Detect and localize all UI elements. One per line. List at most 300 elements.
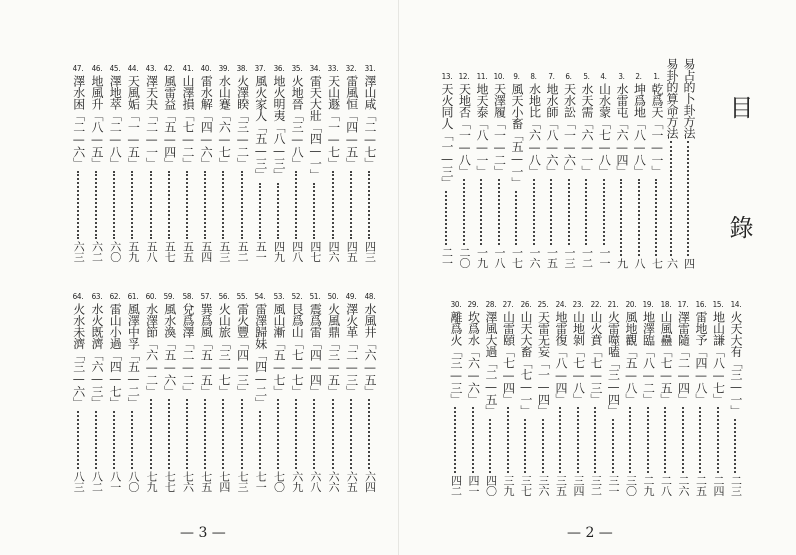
entry-number: 28. bbox=[485, 300, 496, 309]
entry-number: 32. bbox=[345, 64, 357, 73]
entry-title: 震爲雷「四—四」 bbox=[308, 303, 323, 397]
entry-title: 地天泰「八—一」 bbox=[475, 83, 489, 177]
toc-entry bbox=[615, 72, 628, 268]
toc-entry bbox=[308, 64, 321, 262]
toc-entry bbox=[126, 292, 139, 492]
dot-leader bbox=[113, 411, 116, 470]
toc-entry bbox=[199, 64, 212, 262]
entry-number: 43. bbox=[145, 64, 157, 73]
entry-number: 5. bbox=[583, 72, 590, 81]
entry-title: 雷風恒「四—五」 bbox=[344, 75, 359, 169]
entry-title: 水風井「六—五」 bbox=[363, 303, 377, 397]
entry-page: 三九 bbox=[502, 475, 515, 496]
entry-number: 13. bbox=[441, 72, 452, 81]
entry-page: 一七 bbox=[510, 247, 524, 268]
dot-leader bbox=[241, 399, 244, 469]
toc-entry bbox=[580, 72, 593, 268]
entry-page: 二五 bbox=[694, 475, 708, 496]
entry-number: 2. bbox=[635, 72, 643, 81]
entry-number: 3. bbox=[618, 72, 625, 81]
entry-number: 19. bbox=[642, 300, 654, 309]
entry-number: 7. bbox=[548, 72, 555, 81]
toc-entry bbox=[181, 64, 194, 262]
entry-title: 風雷益「五—四」 bbox=[162, 75, 177, 169]
entry-page: 五八 bbox=[145, 241, 159, 262]
entry-page: 二〇 bbox=[458, 247, 471, 268]
entry-page: 一一 bbox=[598, 247, 611, 268]
dot-leader bbox=[647, 407, 650, 473]
page-number-right: — 2 — bbox=[567, 525, 613, 541]
entry-title: 天水訟「一—六」 bbox=[562, 83, 577, 177]
dot-leader bbox=[515, 191, 518, 246]
dot-leader bbox=[603, 179, 606, 245]
entry-page: 四九 bbox=[272, 241, 286, 262]
entry-title: 地雷復「八—四」 bbox=[554, 311, 568, 405]
entry-number: 56. bbox=[218, 292, 230, 301]
dot-leader bbox=[734, 419, 737, 474]
entry-number: 26. bbox=[520, 300, 531, 309]
entry-number: 57. bbox=[200, 292, 212, 301]
entry-number: 42. bbox=[163, 64, 175, 73]
entry-title: 澤雷隨「二—四」 bbox=[676, 311, 691, 405]
toc-entry bbox=[254, 292, 267, 492]
entry-title: 水地比「六—八」 bbox=[527, 83, 542, 177]
entry-page: 六五 bbox=[345, 471, 359, 492]
entry-page: 三二 bbox=[589, 475, 603, 496]
toc-entry bbox=[624, 300, 637, 496]
dot-leader bbox=[577, 407, 580, 473]
entry-page: 八〇 bbox=[126, 471, 140, 492]
dot-leader bbox=[670, 141, 673, 256]
entry-number: 34. bbox=[309, 64, 321, 73]
toc-entry bbox=[677, 300, 690, 496]
toc-entry bbox=[345, 292, 358, 492]
entry-title: 火山旅「三—七」 bbox=[217, 303, 232, 397]
dot-leader bbox=[664, 407, 667, 473]
dot-leader bbox=[113, 171, 116, 239]
dot-leader bbox=[533, 179, 536, 245]
toc-entry bbox=[633, 72, 646, 268]
toc-entry bbox=[563, 72, 576, 268]
entry-title: 雷天大壯「四—一」 bbox=[308, 75, 323, 181]
toc-entry bbox=[363, 64, 376, 262]
entry-title: 山地剝「七—八」 bbox=[571, 311, 586, 405]
toc-entry bbox=[528, 72, 541, 268]
toc-entry bbox=[217, 64, 230, 262]
entry-title: 兌爲澤「二—二」 bbox=[181, 303, 195, 397]
entry-page: 一九 bbox=[475, 247, 489, 268]
toc-entry bbox=[145, 64, 158, 262]
entry-title: 坤爲地「八—八」 bbox=[632, 83, 647, 177]
toc-entry bbox=[272, 292, 285, 492]
entry-number: 49. bbox=[345, 292, 357, 301]
entry-title: 風澤中孚「五—二」 bbox=[126, 303, 141, 409]
toc-entry bbox=[510, 72, 523, 268]
entry-page: 二六 bbox=[677, 475, 690, 496]
toc-entry bbox=[181, 292, 194, 492]
toc-entry bbox=[475, 72, 488, 268]
toc-entry bbox=[607, 300, 620, 496]
entry-number: 58. bbox=[182, 292, 193, 301]
entry-number: 54. bbox=[254, 292, 266, 301]
entry-title: 天澤履「一—二」 bbox=[492, 83, 507, 177]
toc-entry bbox=[217, 292, 230, 492]
entry-title: 天雷无妄「一—四」 bbox=[536, 311, 551, 417]
entry-number: 51. bbox=[309, 292, 321, 301]
toc-heading: 目 錄 bbox=[725, 95, 753, 273]
entry-number: 64. bbox=[72, 292, 84, 301]
dot-leader bbox=[313, 183, 316, 240]
entry-number: 20. bbox=[625, 300, 636, 309]
entry-page: 一八 bbox=[493, 247, 506, 268]
toc-entry bbox=[545, 72, 558, 268]
entry-title: 水澤節「六—二」 bbox=[144, 303, 159, 397]
dot-leader bbox=[687, 141, 690, 256]
entry-page: 六〇 bbox=[108, 241, 122, 262]
entry-number: 48. bbox=[364, 292, 375, 301]
entry-number: 63. bbox=[91, 292, 102, 301]
dot-leader bbox=[463, 179, 466, 245]
toc-entry bbox=[72, 292, 85, 492]
toc-entry bbox=[308, 292, 321, 492]
entry-number: 14. bbox=[730, 300, 741, 309]
toc-entry bbox=[72, 64, 85, 262]
toc-entry bbox=[712, 300, 725, 496]
entry-title: 澤地萃「二—八」 bbox=[108, 75, 123, 169]
entry-page: 五五 bbox=[181, 241, 195, 262]
toc-entry bbox=[236, 64, 249, 262]
entry-title: 澤風大過「二—五」 bbox=[484, 311, 498, 417]
toc-entry bbox=[363, 292, 376, 492]
dot-leader bbox=[204, 171, 207, 239]
toc-entry bbox=[163, 64, 176, 262]
toc-entry bbox=[682, 56, 695, 268]
entry-page: 五九 bbox=[126, 241, 140, 262]
entry-page: 三一 bbox=[607, 475, 620, 496]
entry-number: 37. bbox=[254, 64, 266, 73]
entry-title: 天風姤「一—五」 bbox=[126, 75, 141, 169]
dot-leader bbox=[277, 399, 280, 469]
entry-number: 11. bbox=[476, 72, 487, 81]
entry-title: 風天小畜「五—一」 bbox=[510, 83, 524, 189]
toc-entry bbox=[272, 64, 285, 262]
entry-number: 16. bbox=[695, 300, 706, 309]
entry-page: 八 bbox=[633, 257, 646, 268]
dot-leader bbox=[472, 407, 475, 473]
dot-leader bbox=[295, 399, 298, 469]
page-number-left: — 3 — bbox=[180, 525, 226, 541]
entry-title: 地風升「八—五」 bbox=[90, 75, 104, 169]
dot-leader bbox=[507, 407, 510, 473]
toc-entry bbox=[598, 72, 611, 268]
entry-page: 八二 bbox=[90, 471, 104, 492]
entry-page: 七 bbox=[650, 257, 664, 268]
toc-entry bbox=[236, 292, 249, 492]
dot-leader bbox=[655, 179, 658, 256]
toc-entry bbox=[519, 300, 532, 496]
dot-leader bbox=[445, 191, 448, 246]
entry-number: 23. bbox=[572, 300, 584, 309]
entry-page: 四八 bbox=[290, 241, 304, 262]
toc-entry bbox=[502, 300, 515, 496]
dot-leader bbox=[77, 171, 80, 239]
entry-title: 地澤臨「八—二」 bbox=[641, 311, 656, 405]
toc-entry bbox=[327, 292, 340, 492]
entry-page: 七四 bbox=[217, 471, 231, 492]
entry-number: 55. bbox=[236, 292, 248, 301]
dot-leader bbox=[277, 183, 280, 240]
entry-title: 天火同人「一—三」 bbox=[440, 83, 454, 189]
entry-number: 29. bbox=[467, 300, 479, 309]
entry-page: 三五 bbox=[554, 475, 568, 496]
toc-entry bbox=[440, 72, 453, 268]
entry-title: 澤水困「二—六」 bbox=[71, 75, 86, 169]
dot-leader bbox=[150, 171, 153, 239]
dot-leader bbox=[550, 179, 553, 245]
dot-leader bbox=[168, 399, 171, 469]
entry-page: 三六 bbox=[537, 475, 550, 496]
entry-title: 地山謙「八—七」 bbox=[711, 311, 726, 405]
toc-entry bbox=[642, 300, 655, 496]
entry-title: 雷水解「四—六」 bbox=[199, 75, 214, 169]
toc-entry bbox=[145, 292, 158, 492]
entry-number: 50. bbox=[327, 292, 339, 301]
dot-leader bbox=[259, 411, 262, 470]
dot-leader bbox=[168, 171, 171, 239]
entry-number: 62. bbox=[109, 292, 121, 301]
entry-title: 易占的卜卦方法 bbox=[682, 58, 696, 139]
entry-page: 一五 bbox=[545, 247, 559, 268]
entry-page: 五四 bbox=[199, 241, 213, 262]
entry-title: 山雷頤「七—四」 bbox=[501, 311, 516, 405]
entry-title: 天地否「一—八」 bbox=[457, 83, 472, 177]
entry-title: 山火賁「七—三」 bbox=[589, 311, 603, 405]
entry-title: 地水師「八—六」 bbox=[545, 83, 559, 177]
dot-leader bbox=[313, 399, 316, 469]
dot-leader bbox=[542, 419, 545, 474]
entry-page: 二八 bbox=[659, 475, 673, 496]
entry-page: 二九 bbox=[642, 475, 655, 496]
entry-page: 二三 bbox=[729, 475, 743, 496]
entry-title: 山水蒙「七—八」 bbox=[597, 83, 612, 177]
entry-number: 22. bbox=[590, 300, 601, 309]
dot-leader bbox=[204, 399, 207, 469]
entry-title: 坎爲水「六—六」 bbox=[466, 311, 481, 405]
entry-title: 天山遯「一—七」 bbox=[326, 75, 341, 169]
entry-title: 火雷噬嗑「三—四」 bbox=[606, 311, 621, 417]
entry-title: 水雷屯「六—四」 bbox=[615, 83, 629, 177]
entry-title: 水火既濟「六—三」 bbox=[90, 303, 104, 409]
dot-leader bbox=[186, 171, 189, 239]
entry-number: 31. bbox=[364, 64, 375, 73]
entry-page: 六六 bbox=[327, 471, 341, 492]
entry-number: 40. bbox=[200, 64, 212, 73]
dot-leader bbox=[222, 171, 225, 239]
entry-title: 風火家人「五—三」 bbox=[253, 75, 268, 181]
entry-page: 六九 bbox=[290, 471, 304, 492]
entry-page: 七九 bbox=[145, 471, 159, 492]
dot-leader bbox=[629, 407, 632, 473]
entry-page: 四二 bbox=[449, 475, 463, 496]
entry-page: 九 bbox=[615, 257, 629, 268]
dot-leader bbox=[259, 183, 262, 240]
entry-number: 15. bbox=[712, 300, 724, 309]
entry-number: 8. bbox=[530, 72, 538, 81]
entry-title: 艮爲山「七—七」 bbox=[290, 303, 305, 397]
entry-title: 離爲火「三—三」 bbox=[449, 311, 463, 405]
entry-page: 四七 bbox=[308, 241, 322, 262]
dot-leader bbox=[489, 419, 492, 474]
toc-entry bbox=[345, 64, 358, 262]
entry-page: 四三 bbox=[363, 241, 377, 262]
dot-leader bbox=[95, 411, 98, 470]
entry-number: 27. bbox=[502, 300, 514, 309]
entry-title: 地火明夷「八—三」 bbox=[272, 75, 286, 181]
toc-entry bbox=[449, 300, 462, 496]
entry-title: 雷地予「四—八」 bbox=[694, 311, 708, 405]
dot-leader bbox=[559, 407, 562, 473]
entry-number: 53. bbox=[273, 292, 284, 301]
entry-page: 一二 bbox=[580, 247, 594, 268]
entry-number: 47. bbox=[72, 64, 84, 73]
entry-number: 44. bbox=[127, 64, 139, 73]
dot-leader bbox=[186, 399, 189, 469]
dot-leader bbox=[612, 419, 615, 474]
toc-entry bbox=[108, 64, 121, 262]
dot-leader bbox=[241, 171, 244, 239]
entry-page: 三〇 bbox=[624, 475, 638, 496]
toc-entry bbox=[290, 292, 303, 492]
right-page bbox=[398, 0, 796, 555]
entry-number: 17. bbox=[677, 300, 689, 309]
entry-number: 35. bbox=[291, 64, 303, 73]
entry-number: 30. bbox=[450, 300, 461, 309]
toc-entry bbox=[163, 292, 176, 492]
dot-leader bbox=[131, 171, 134, 239]
entry-number: 1. bbox=[653, 72, 660, 81]
dot-leader bbox=[150, 399, 153, 469]
entry-page: 五七 bbox=[163, 241, 177, 262]
entry-page: 五一 bbox=[254, 241, 268, 262]
entry-title: 雷山小過「四—七」 bbox=[108, 303, 123, 409]
entry-title: 乾爲天「一—一」 bbox=[650, 83, 664, 177]
entry-number: 36. bbox=[273, 64, 284, 73]
entry-title: 山澤損「七—二」 bbox=[181, 75, 195, 169]
dot-leader bbox=[131, 411, 134, 470]
entry-title: 山風蠱「七—五」 bbox=[659, 311, 673, 405]
entry-title: 火水未濟「三—六」 bbox=[71, 303, 86, 409]
entry-page: 三四 bbox=[572, 475, 585, 496]
dot-leader bbox=[332, 399, 335, 469]
toc-entry bbox=[665, 56, 678, 268]
dot-leader bbox=[295, 171, 298, 239]
entry-page: 七六 bbox=[181, 471, 195, 492]
dot-leader bbox=[95, 171, 98, 239]
dot-leader bbox=[77, 411, 80, 470]
entry-title: 山天大畜「七—一」 bbox=[519, 311, 533, 417]
entry-page: 七一 bbox=[254, 471, 268, 492]
dot-leader bbox=[350, 399, 353, 469]
entry-number: 4. bbox=[600, 72, 608, 81]
toc-entry bbox=[90, 64, 103, 262]
entry-page: 四六 bbox=[327, 241, 341, 262]
entry-page: 二四 bbox=[712, 475, 725, 496]
entry-page: 五三 bbox=[217, 241, 231, 262]
entry-number: 61. bbox=[127, 292, 139, 301]
entry-page: 六八 bbox=[308, 471, 322, 492]
entry-page: 七七 bbox=[163, 471, 177, 492]
toc-entry bbox=[199, 292, 212, 492]
toc-entry bbox=[467, 300, 480, 496]
entry-number: 45. bbox=[109, 64, 121, 73]
entry-page: 八三 bbox=[72, 471, 86, 492]
dot-leader bbox=[682, 407, 685, 473]
entry-page: 六 bbox=[665, 257, 679, 268]
entry-title: 風地觀「五—八」 bbox=[624, 311, 638, 405]
toc-entry bbox=[290, 64, 303, 262]
entry-number: 6. bbox=[565, 72, 573, 81]
entry-page: 四〇 bbox=[484, 475, 498, 496]
toc-entry bbox=[254, 64, 267, 262]
entry-page: 六三 bbox=[72, 241, 86, 262]
dot-leader bbox=[638, 179, 641, 256]
entry-number: 52. bbox=[291, 292, 303, 301]
entry-page: 四 bbox=[682, 257, 696, 268]
toc-entry bbox=[458, 72, 471, 268]
entry-title: 雷澤歸妹「四—二」 bbox=[253, 303, 268, 409]
entry-title: 澤天夬「二—一」 bbox=[144, 75, 159, 169]
entry-number: 10. bbox=[493, 72, 505, 81]
entry-page: 二一 bbox=[440, 247, 454, 268]
dot-leader bbox=[717, 407, 720, 473]
entry-title: 火地晉「三—八」 bbox=[290, 75, 305, 169]
entry-page: 七三 bbox=[236, 471, 250, 492]
entry-page: 一三 bbox=[563, 247, 576, 268]
toc-entry bbox=[126, 64, 139, 262]
entry-number: 33. bbox=[327, 64, 339, 73]
entry-title: 風山漸「五—七」 bbox=[272, 303, 286, 397]
entry-title: 水山蹇「六—七」 bbox=[217, 75, 232, 169]
dot-leader bbox=[350, 171, 353, 239]
entry-title: 巽爲風「五—五」 bbox=[199, 303, 214, 397]
dot-leader bbox=[524, 419, 527, 474]
entry-title: 風水渙「五—六」 bbox=[162, 303, 177, 397]
entry-number: 60. bbox=[145, 292, 157, 301]
entry-page: 五二 bbox=[236, 241, 250, 262]
entry-title: 水天需「六—一」 bbox=[580, 83, 594, 177]
entry-number: 21. bbox=[607, 300, 619, 309]
toc-entry bbox=[589, 300, 602, 496]
entry-title: 雷火豐「四—三」 bbox=[235, 303, 250, 397]
dot-leader bbox=[585, 179, 588, 245]
entry-page: 七五 bbox=[199, 471, 213, 492]
entry-title: 火風鼎「三—五」 bbox=[326, 303, 341, 397]
toc-entry bbox=[327, 64, 340, 262]
entry-number: 12. bbox=[458, 72, 470, 81]
toc-entry bbox=[554, 300, 567, 496]
dot-leader bbox=[568, 179, 571, 245]
entry-title: 火天大有「三—一」 bbox=[729, 311, 743, 417]
toc-entry bbox=[694, 300, 707, 496]
entry-page: 七〇 bbox=[272, 471, 286, 492]
entry-page: 三七 bbox=[519, 475, 533, 496]
dot-leader bbox=[620, 179, 623, 256]
entry-title: 易卦的算命方法 bbox=[665, 58, 679, 139]
entry-title: 火澤睽「三—二」 bbox=[235, 75, 250, 169]
entry-number: 46. bbox=[91, 64, 102, 73]
toc-entry bbox=[650, 72, 663, 268]
dot-leader bbox=[480, 179, 483, 245]
